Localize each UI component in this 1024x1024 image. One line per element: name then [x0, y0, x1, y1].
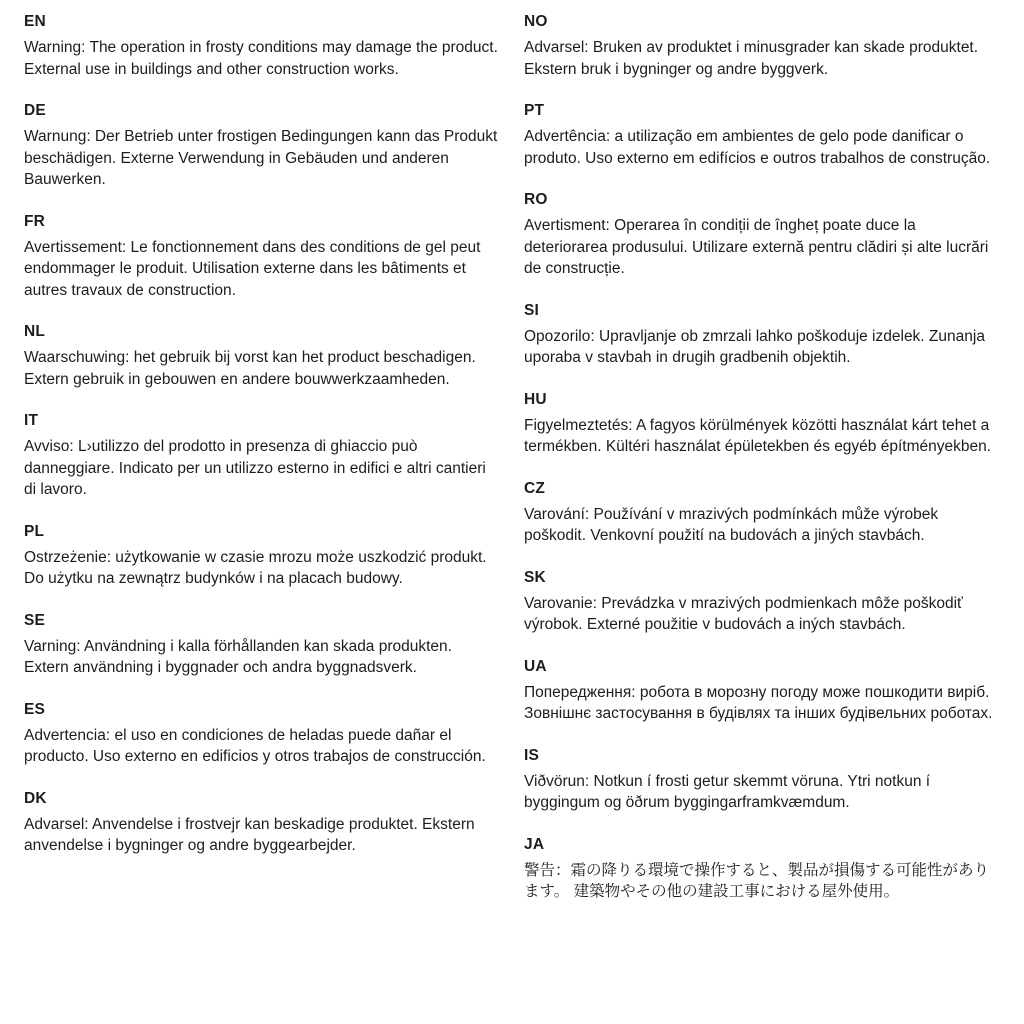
language-code-label: UA [524, 657, 547, 675]
warning-section-pt [524, 101, 1000, 169]
warning-text: Advarsel: Anvendelse i frostvejr kan beskadige produktet. Ekstern anvendelse i bygninger og andre byggearbejder. [24, 815, 475, 854]
warning-section-fr [24, 212, 500, 302]
warning-section-pl [24, 522, 500, 590]
language-code-label: SE [24, 611, 46, 629]
warning-text: Avertissement: Le fonctionnement dans des conditions de gel peut endommager le produit. Utilisation externe dans les bâtiments et autres travaux de construction. [24, 238, 481, 299]
language-code-label: JA [524, 835, 545, 853]
language-code-label: DE [24, 102, 46, 119]
warning-text: Avertisment: Operarea în condiții de îngheț poate duce la deteriorarea produsului. Utilizare externă pentru clădiri și alte lucrări de construcție. [524, 217, 989, 277]
language-code-label: FR [24, 212, 46, 230]
warning-section-it [24, 411, 500, 501]
warning-text: Advertência: a utilização em ambientes de gelo pode danificar o produto. Uso externo em edifícios e outros trabalhos de construção. [524, 128, 991, 167]
warning-text: Varning: Användning i kalla förhållanden kan skada produkten. Extern användning i byggnader och andra byggnadsverk. [24, 637, 452, 676]
warning-text: Warning: The operation in frosty conditions may damage the product. External use in buildings and other construction works. [24, 39, 498, 78]
warning-section-is [524, 746, 1000, 814]
warning-section-hu [524, 390, 1000, 458]
warning-text: Figyelmeztetés: A fagyos körülmények közötti használat kárt tehet a termékben. Kültéri használat épületekben és egyéb építményekben. [524, 416, 992, 455]
warning-text: Waarschuwing: het gebruik bij vorst kan het product beschadigen. Extern gebruik in gebouwen en andere bouwwerkzaamheden. [24, 349, 476, 388]
language-code-label: SK [524, 568, 546, 586]
language-code-label: DK [24, 789, 47, 807]
language-code-label: SI [524, 301, 540, 319]
warning-section-ja [524, 835, 1000, 903]
language-code-label: EN [24, 13, 46, 30]
language-code-label: RO [524, 191, 548, 208]
warning-section-en [24, 12, 500, 80]
language-code-label: NO [524, 13, 548, 30]
warning-text: Попередження: робота в морозну погоду може пошкодити виріб. Зовнішнє застосування в будівлях та інших будівельних роботах. [524, 683, 993, 722]
right-column [524, 12, 1000, 1016]
warning-section-nl [24, 322, 500, 390]
warning-section-se [24, 611, 500, 679]
warning-section-dk [24, 789, 500, 857]
language-code-label: NL [24, 323, 46, 340]
language-code-label: IT [24, 412, 39, 429]
warning-section-no [524, 12, 1000, 80]
warning-section-cz [524, 479, 1000, 547]
warning-section-sk [524, 568, 1000, 636]
language-code-label: PL [24, 522, 45, 540]
warning-section-si [524, 301, 1000, 369]
warning-section-de [24, 101, 500, 191]
warning-text: Opozorilo: Upravljanje ob zmrzali lahko poškoduje izdelek. Zunanja uporaba v stavbah in drugih gradbenih objektih. [524, 327, 985, 366]
warning-section-es [24, 700, 500, 768]
language-code-label: ES [24, 700, 46, 718]
left-column [24, 12, 500, 1016]
language-code-label: HU [524, 390, 547, 408]
warning-text: Varování: Používání v mrazivých podmínkách může výrobek poškodit. Venkovní použití na budovách a jiných stavbách. [524, 505, 939, 544]
warning-text: Avviso: L›utilizzo del prodotto in presenza di ghiaccio può danneggiare. Indicato per un utilizzo esterno in edifici e altri cantieri di lavoro. [24, 438, 486, 498]
warning-text: Viðvörun: Notkun í frosti getur skemmt vöruna. Ytri notkun í byggingum og öðrum byggingarframkvæmdum. [524, 772, 931, 811]
warning-text: Advertencia: el uso en condiciones de heladas puede dañar el producto. Uso externo en edificios y otros trabajos de construcción. [24, 726, 486, 765]
warning-text: Varovanie: Prevádzka v mrazivých podmienkach môže poškodiť výrobok. Externé použitie v budovách a iných stavbách. [524, 594, 963, 633]
language-code-label: PT [524, 102, 545, 119]
warning-text: 警告：霜の降りる環境で操作すると、製品が損傷する可能性があります。 建築物やその他の建設工事における屋外使用。 [524, 861, 990, 900]
warning-section-ro [524, 190, 1000, 280]
warning-text: Warnung: Der Betrieb unter frostigen Bedingungen kann das Produkt beschädigen. Externe Verwendung in Gebäuden und anderen Bauwerken. [24, 128, 498, 188]
language-code-label: CZ [524, 479, 546, 497]
warning-text: Advarsel: Bruken av produktet i minusgrader kan skade produktet. Ekstern bruk i bygninger og andre byggverk. [524, 39, 979, 78]
warning-section-ua [524, 657, 1000, 725]
language-code-label: IS [524, 746, 540, 764]
warning-text: Ostrzeżenie: użytkowanie w czasie mrozu może uszkodzić produkt. Do użytku na zewnątrz budynków i na placach budowy. [24, 548, 487, 587]
